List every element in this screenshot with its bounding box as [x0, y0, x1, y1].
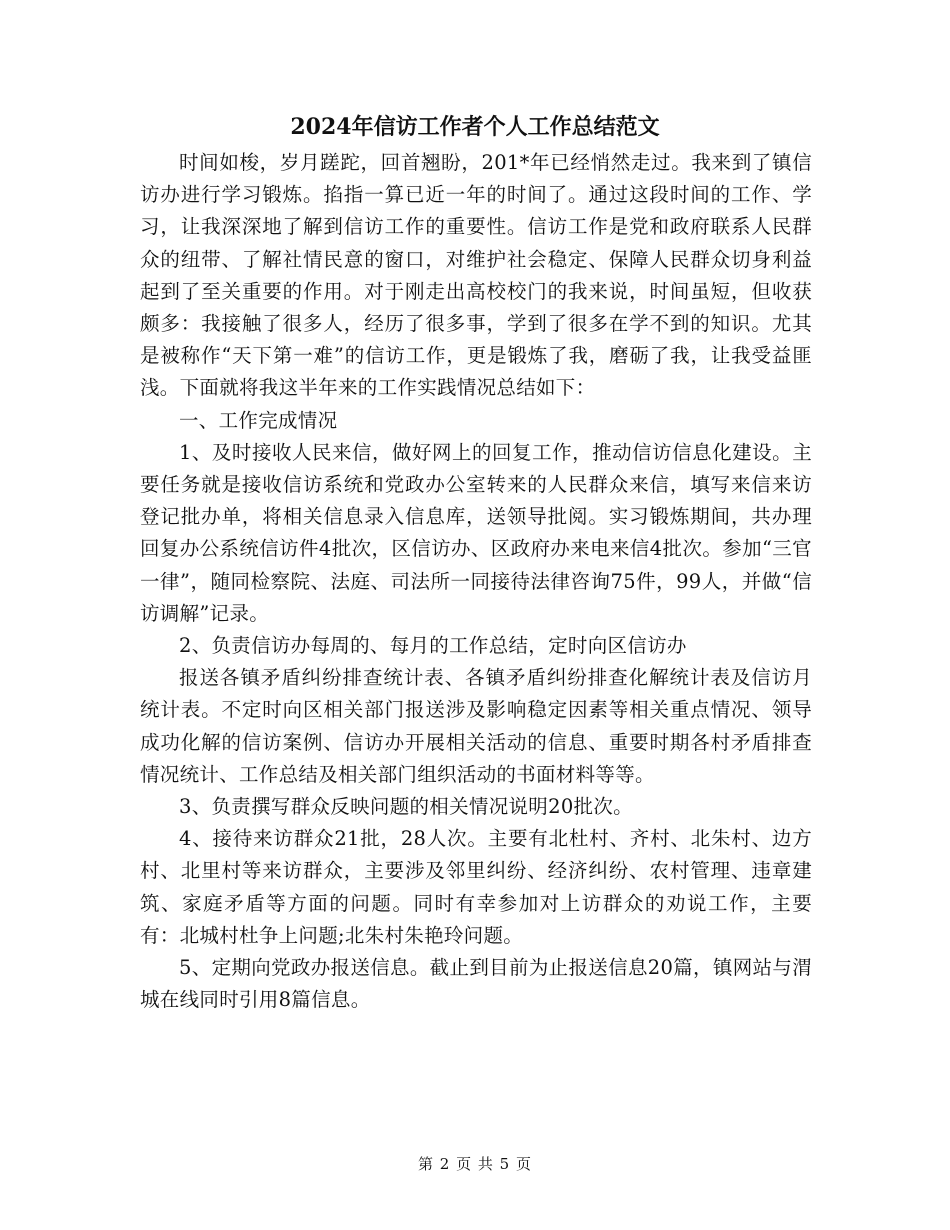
paragraph-intro: 时间如梭，岁月蹉跎，回首翘盼，201*年已经悄然走过。我来到了镇信访办进行学习锻炼。掐指一算已近一年的时间了。通过这段时间的工作、学习，让我深深地了解到信访工作的重要性。信访工作是党和政府联系人民群众的纽带、了解社情民意的窗口，对维护社会稳定、保障人民群众切身利益起到了至关重要的作用。对于刚走出高校校门的我来说，时间虽短，但收获颇多：我接触了很多人，经历了很多事，学到了很多在学不到的知识。尤其是被称作“天下第一难”的信访工作，更是锻炼了我，磨砺了我，让我受益匪浅。下面就将我这半年来的工作实践情况总结如下：: [140, 151, 812, 400]
paragraph-item-3: 3、负责撰写群众反映问题的相关情况说明20批次。: [179, 795, 633, 819]
paragraph-item-2: 2、负责信访办每周的、每月的工作总结，定时向区信访办: [179, 634, 687, 658]
document-body: [140, 147, 812, 1016]
paragraph-item-5: 5、定期向党政办报送信息。截止到目前为止报送信息20篇，镇网站与渭城在线同时引用8篇信息。: [140, 956, 812, 1012]
paragraph-item-4: 4、接待来访群众21批，28人次。主要有北杜村、齐村、北朱村、边方村、北里村等来访群众，主要涉及邻里纠纷、经济纠纷、农村管理、违章建筑、家庭矛盾等方面的问题。同时有幸参加对上访群众的劝说工作，主要有：北城村杜争上问题;北朱村朱艳玲问题。: [140, 827, 812, 947]
paragraph-item-2-continued: 报送各镇矛盾纠纷排查统计表、各镇矛盾纠纷排查化解统计表及信访月统计表。不定时向区相关部门报送涉及影响稳定因素等相关重点情况、领导成功化解的信访案例、信访办开展相关活动的信息、重要时期各村矛盾排查情况统计、工作总结及相关部门组织活动的书面材料等等。: [140, 666, 812, 786]
page-number-footer: 第 2 页 共 5 页: [418, 1155, 532, 1173]
document-title: 2024年信访工作者个人工作总结范文: [290, 114, 660, 140]
section-heading-work-completion: 一、工作完成情况: [179, 408, 338, 432]
paragraph-item-1: 1、及时接收人民来信，做好网上的回复工作，推动信访信息化建设。主要任务就是接收信访系统和党政办公室转来的人民群众来信，填写来信来访登记批办单，将相关信息录入信息库，送领导批阅。实习锻炼期间，共办理回复办公系统信访件4批次，区信访办、区政府办来电来信4批次。参加“三官一律”，随同检察院、法庭、司法所一同接待法律咨询75件，99人，并做“信访调解”记录。: [140, 440, 812, 625]
